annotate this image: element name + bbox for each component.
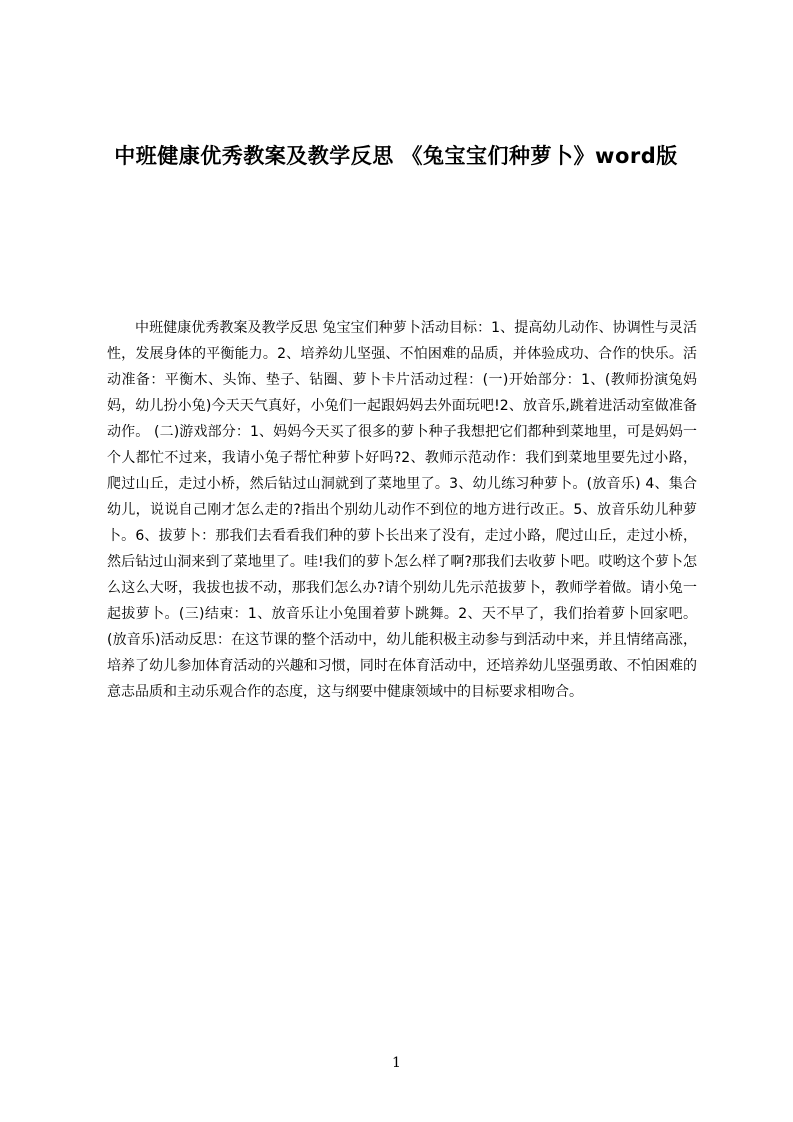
page-number: 1 xyxy=(392,1055,401,1071)
document-body-paragraph: 中班健康优秀教案及教学反思 兔宝宝们种萝卜活动目标：1、提高幼儿动作、协调性与灵活性，发展身体的平衡能力。2、培养幼儿坚强、不怕困难的品质，并体验成功、合作的快乐。活动准备：平衡木、头饰、垫子、钻圈、萝卜卡片活动过程：(一)开始部分：1、(教师扮演兔妈妈，幼儿扮小兔)今天天气真好，小兔们一起跟妈妈去外面玩吧!2、放音乐,跳着进活动室做准备动作。 (二)游戏部分：1、妈妈今天买了很多的萝卜种子我想把它们都种到菜地里，可是妈妈一个人都忙不过来，我请小兔子帮忙种萝卜好吗?2、教师示范动作：我们到菜地里要先过小路，爬过山丘，走过小桥，然后钻过山洞就到了菜地里了。3、幼儿练习种萝卜。(放音乐) 4、集合幼儿，说说自己刚才怎么走的?指出个别幼儿动作不到位的地方进行改正。5、放音乐幼儿种萝卜。6、拔萝卜：那我们去看看我们种的萝卜长出来了没有，走过小路，爬过山丘，走过小桥，然后钻过山洞来到了菜地里了。哇!我们的萝卜怎么样了啊?那我们去收萝卜吧。哎哟这个萝卜怎么这么大呀，我拔也拔不动，那我们怎么办?请个别幼儿先示范拔萝卜，教师学着做。请小兔一起拔萝卜。(三)结束：1、放音乐让小兔围着萝卜跳舞。2、天不早了，我们抬着萝卜回家吧。(放音乐)活动反思：在这节课的整个活动中，幼儿能积极主动参与到活动中来，并且情绪高涨，培养了幼儿参加体育活动的兴趣和习惯，同时在体育活动中，还培养幼儿坚强勇敢、不怕困难的意志品质和主动乐观合作的态度，这与纲要中健康领域中的目标要求相吻合。 xyxy=(107,320,697,700)
document-title: 中班健康优秀教案及教学反思 《兔宝宝们种萝卜》word版 xyxy=(114,144,678,168)
